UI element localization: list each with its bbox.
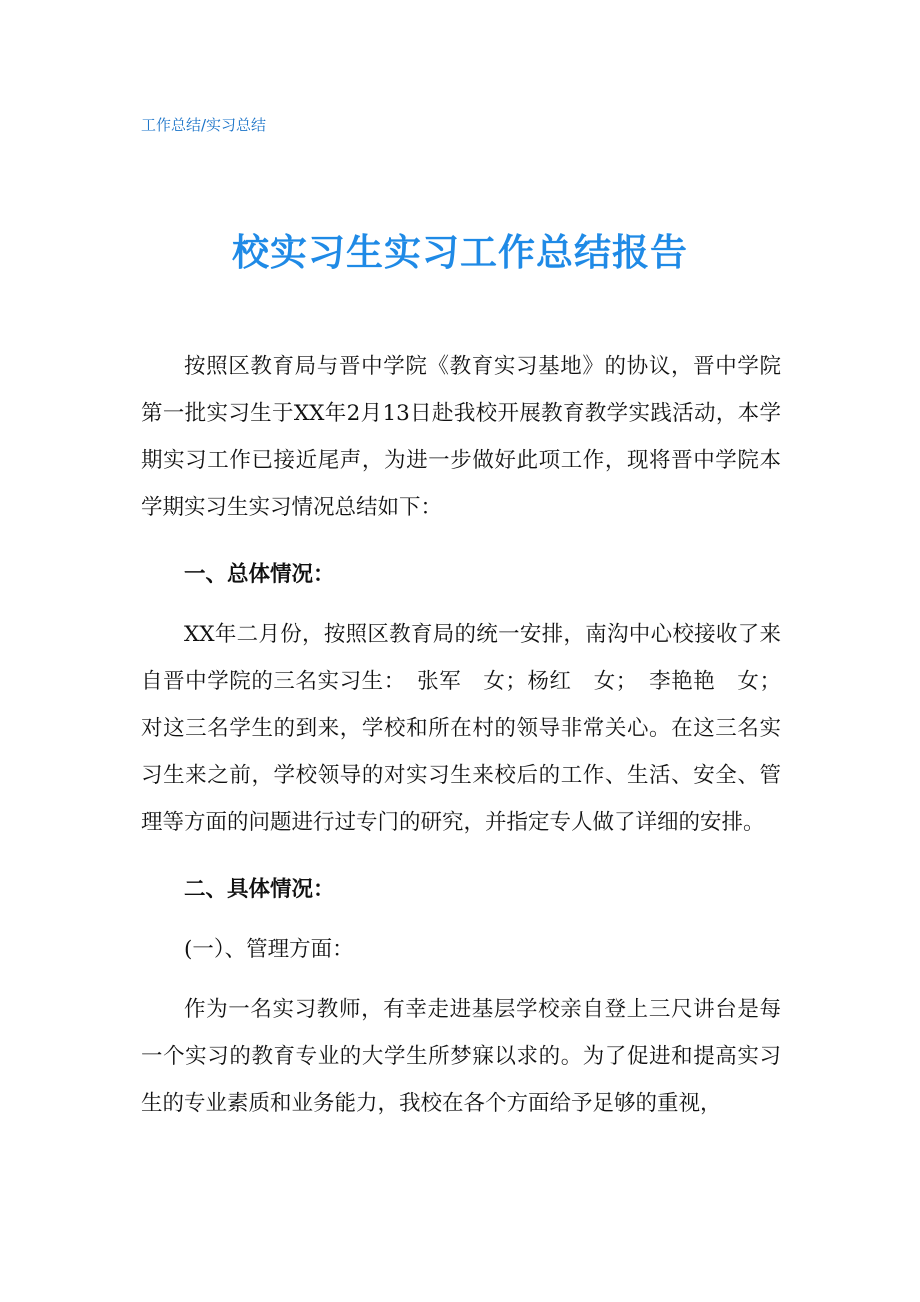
management-paragraph: 作为一名实习教师，有幸走进基层学校亲自登上三尺讲台是每一个实习的教育专业的大学生所梦寐以求的。为了促进和提高实习生的专业素质和业务能力，我校在各个方面给予足够的重视， (141, 997, 781, 1116)
section-heading-details: 二、具体情况： (184, 877, 335, 902)
intro-paragraph: 按照区教育局与晋中学院《教育实习基地》的协议，晋中学院第一批实习生于XX年2月13日赴我校开展教育教学实践活动，本学期实习工作已接近尾声，为进一步做好此项工作，现将晋中学院本学期实习生实习情况总结如下： (141, 354, 781, 520)
document-body (141, 343, 781, 1127)
section-heading-overall: 一、总体情况： (184, 562, 335, 587)
document-title: 校实习生实习工作总结报告 (232, 231, 688, 274)
overall-paragraph: XX年二月份，按照区教育局的统一安排，南沟中心校接收了来自晋中学院的三名实习生： 张军 女；杨红 女； 李艳艳 女；对这三名学生的到来，学校和所在村的领导非常关心。在这三名实习生来之前，学校领导的对实习生来校后的工作、生活、安全、管理等方面的问题进行过专门的研究，并指定专人做了详细的安排。 (141, 622, 781, 835)
subsection-heading-management: (一）、管理方面： (184, 937, 354, 962)
breadcrumb[interactable]: 工作总结/实习总结 (141, 116, 267, 134)
